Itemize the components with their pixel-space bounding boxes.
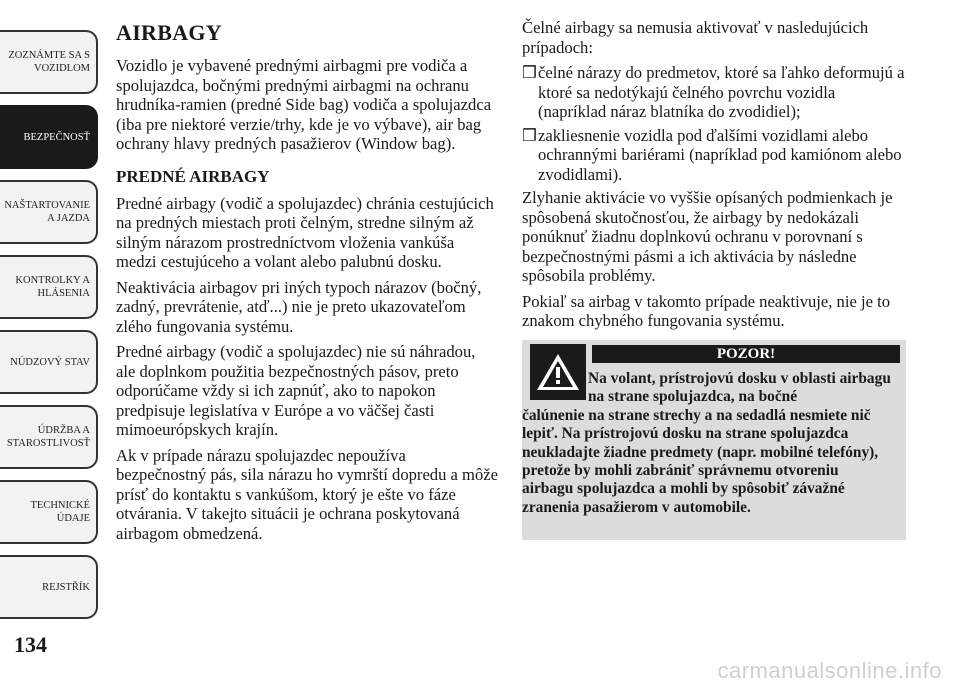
intro-paragraph: Vozidlo je vybavené prednými airbagmi pre vodiča a spolujazdca, bočnými prednými airbagmi na ochranu hrudníka-ramien (predné Side bag) vodiča a spolujazdca (iba pre niektoré verzie/trhy, kde je vo výbave), air bag ochrany hlavy predných pasažierov (Window bag).	[116, 56, 492, 153]
tab-bezpecnost[interactable]	[0, 105, 98, 169]
tab-label: KONTROLKY A HLÁSENIA	[15, 275, 90, 299]
page-title: AIRBAGY	[116, 20, 222, 45]
paragraph: Predné airbagy (vodič a spolujazdec) chránia cestujúcich na predných miestach proti čelným, stredne silným až silným nárazom prostredníctvom vloženia vankúša medzi cestujúceho a volant alebo palubnú dosku.	[116, 193, 494, 271]
page-number: 134	[14, 632, 47, 657]
warning-heading: POZOR!	[592, 345, 900, 363]
checkbox-bullet-icon: ❒	[522, 125, 537, 145]
list-item	[522, 63, 906, 122]
paragraph: Pokiaľ sa airbag v takomto prípade neaktivuje, nie je to znakom chybného fungovania systému.	[522, 291, 891, 330]
warning-text	[522, 370, 892, 517]
warning-box	[522, 340, 906, 540]
checkbox-bullet-icon: ❒	[522, 63, 537, 82]
list-item	[522, 126, 906, 185]
left-column	[116, 18, 498, 549]
tab-label: TECHNICKÉ ÚDAJE	[30, 500, 90, 524]
right-column	[522, 18, 906, 337]
tab-vozidlo[interactable]	[0, 30, 98, 94]
tab-nudzovy-stav[interactable]	[0, 330, 98, 394]
tab-kontrolky[interactable]	[0, 255, 98, 319]
paragraph: Zlyhanie aktivácie vo vyššie opísaných podmienkach je spôsobená skutočnosťou, že airbagy by nedokázali ponúknuť žiadnu doplnkovú ochranu v porovnaní s bezpečnostnými pásmi a ich aktivácia by následne spôsobila problémy.	[522, 188, 893, 285]
tab-label: REJSTŘÍK	[42, 581, 90, 593]
paragraph: Predné airbagy (vodič a spolujazdec) nie sú náhradou, ale doplnkom použitia bezpečnostných pásov, preto odporúčame vždy si ich zapnúť, ako to napokon predpisuje legislatíva v Európe a vo väčšej časti mimoeurópskych krajín.	[116, 342, 476, 439]
list-item-text: čelné nárazy do predmetov, ktoré sa ľahko deformujú a ktoré sa nedotýkajú čelného povrchu vozidla (napríklad náraz blatníka do zvodidiel);	[538, 63, 905, 121]
tab-label: BEZPEČNOSŤ	[23, 131, 90, 143]
tab-udrzba[interactable]	[0, 405, 98, 469]
tab-label: NAŠTARTOVANIE A JAZDA	[4, 200, 90, 224]
tab-label: ZOZNÁMTE SA S VOZIDLOM	[8, 50, 90, 74]
watermark: carmanualsonline.info	[717, 658, 942, 683]
tab-technicke-udaje[interactable]	[0, 480, 98, 544]
paragraph: Ak v prípade nárazu spolujazdec nepoužíva bezpečnostný pás, sila nárazu ho vymrští dopredu a môže prísť do kontaktu s vankúšom, ktorý je ešte vo fáze otvárania. V takejto situácii je ochrana poskytovaná airbagom obmedzená.	[116, 445, 498, 543]
paragraph: Čelné airbagy sa nemusia aktivovať v nasledujúcich prípadoch:	[522, 18, 869, 57]
section-heading: PREDNÉ AIRBAGY	[116, 166, 270, 186]
tab-nastartovanie[interactable]	[0, 180, 98, 244]
paragraph: Neaktivácia airbagov pri iných typoch nárazov (bočný, zadný, prevrátenie, atď...) nie je preto ukazovateľom zlého fungovania systému.	[116, 277, 482, 336]
tab-rejstrik[interactable]	[0, 555, 98, 619]
warning-text-body: čalúnenie na strane strechy a na sedadlá nesmiete nič lepiť. Na prístrojovú dosku na strane spolujazdca neukladajte žiadne predmety (napr. mobilné telefóny), pretože by mohli zabrániť správnemu otvoreniu airbagu spolujazdca a mohli by spôsobiť závažné zranenia pasažierom v automobile.	[522, 406, 879, 516]
list-item-text: zakliesnenie vozidla pod ďalšími vozidlami alebo ochrannými bariérami (napríklad pod kamiónom alebo zvodidlami).	[538, 125, 902, 184]
warning-text-lead: Na volant, prístrojovú dosku v oblasti airbagu na strane spolujazdca, na bočné	[588, 370, 891, 406]
tab-label: NÚDZOVÝ STAV	[10, 356, 90, 368]
tab-label: ÚDRŽBA A STAROSTLIVOSŤ	[6, 425, 90, 449]
